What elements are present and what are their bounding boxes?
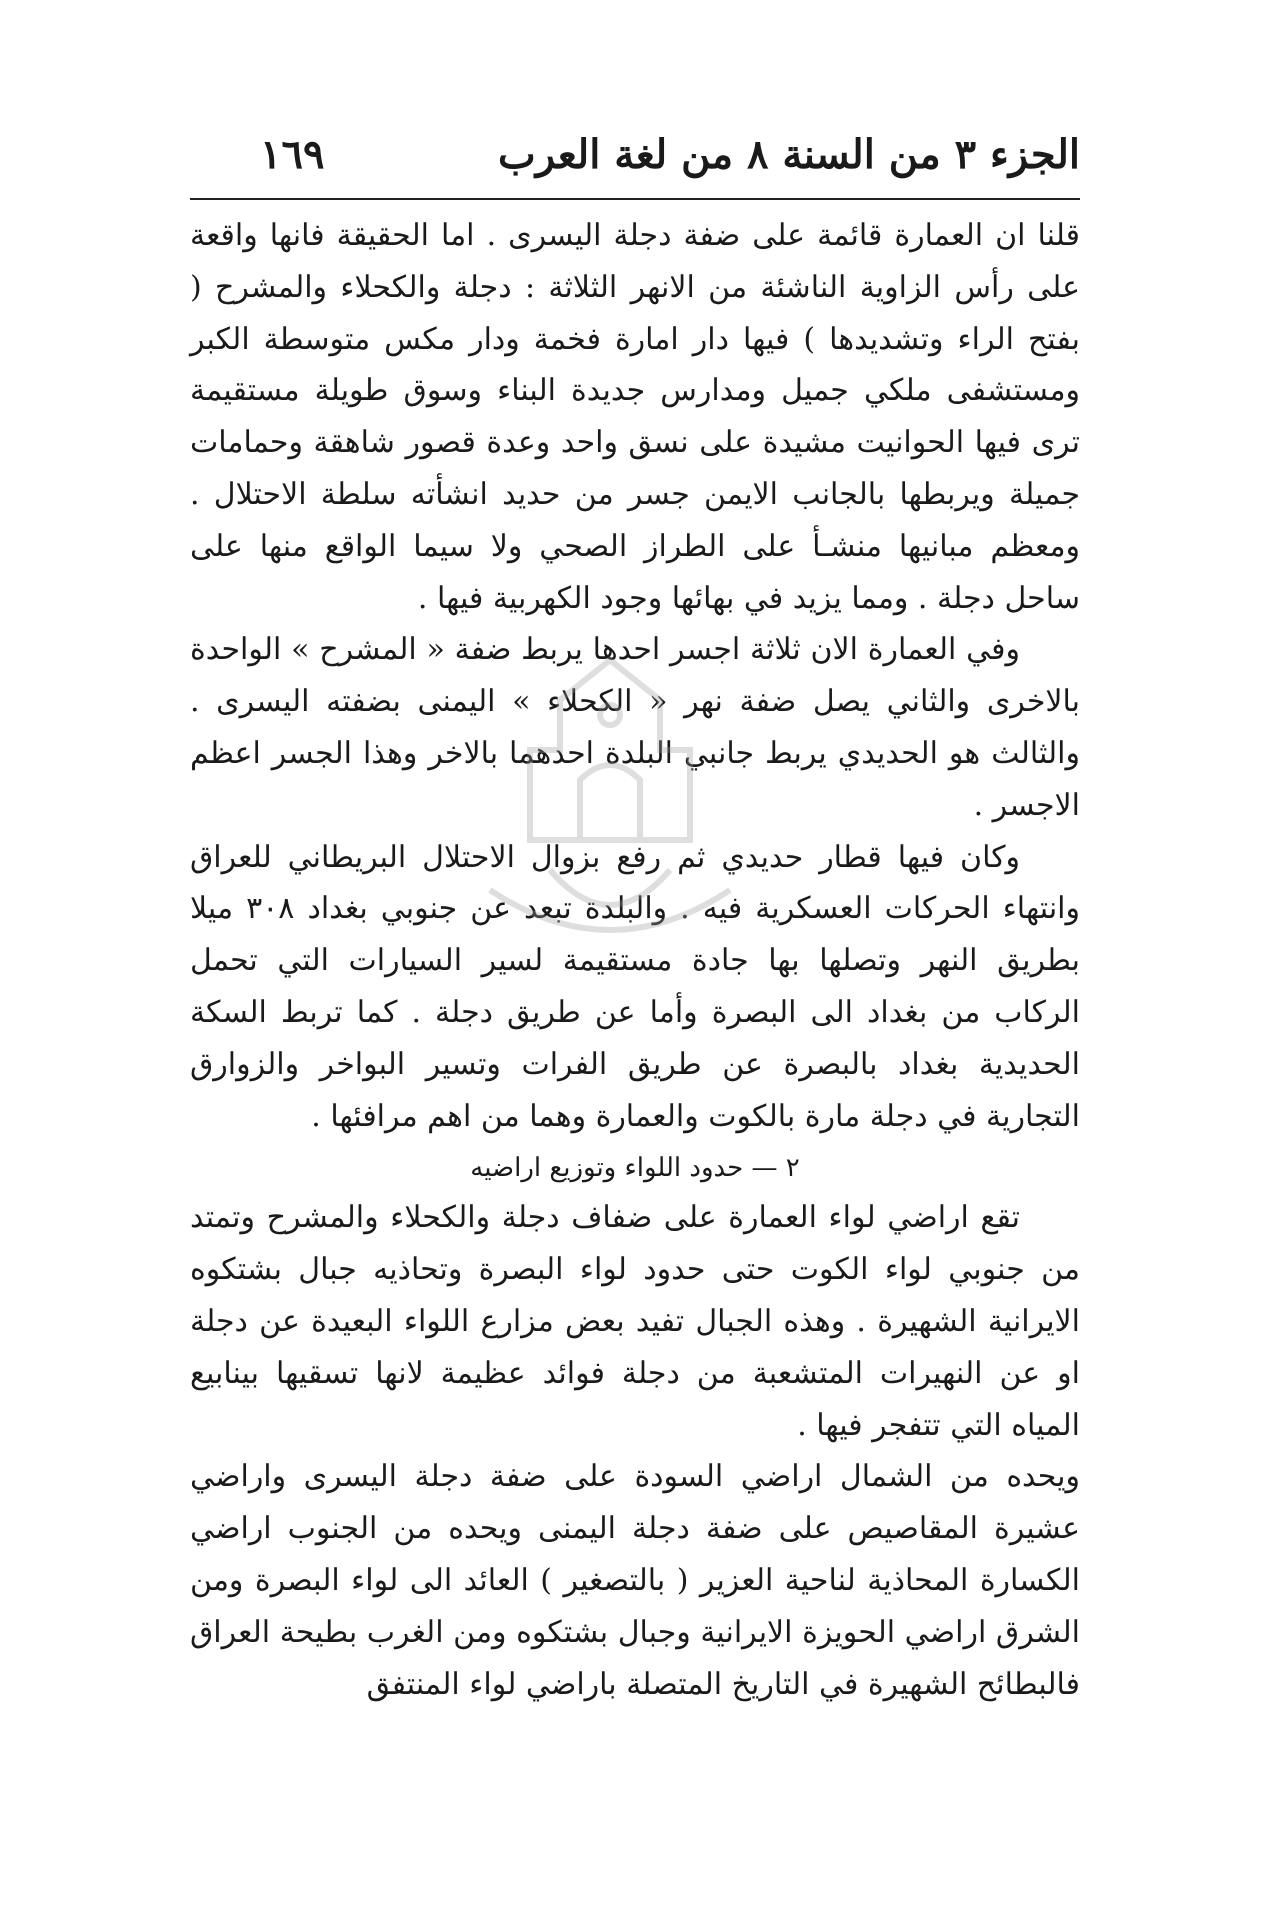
- paragraph: ويحده من الشمال اراضي السودة على ضفة دجلة اليسرى واراضي عشيرة المقاصيص على ضفة دجلة اليمنى ويحده من الجنوب اراضي الكسارة المحاذية لناحية العزير ( بالتصغير ) العائد الى لواء البصرة ومن الشرق اراضي الحويزة الايرانية وجبال بشتكوه ومن الغرب بطيحة العراق فالبطائح الشهيرة في التاريخ المتصلة باراضي لواء المنتفق: [190, 1459, 1080, 1702]
- paragraph: تقع اراضي لواء العمارة على ضفاف دجلة والكحلاء والمشرح وتمتد من جنوبي لواء الكوت حتى حدود لواء البصرة وتحاذيه جبال بشتكوه الايرانية الشهيرة . وهذه الجبال تفيد بعض مزارع اللواء البعيدة عن دجلة او عن النهيرات المتشعبة من دجلة فوائد عظيمة لانها تسقيها بينابيع المياه التي تتفجر فيها .: [190, 1200, 1080, 1443]
- header-title: الجزء ٣ من السنة ٨ من لغة العرب: [498, 131, 1080, 178]
- page-number: ١٦٩: [260, 131, 325, 178]
- header-rule: [190, 198, 1080, 200]
- document-page: [190, 120, 1080, 1710]
- paragraph: وكان فيها قطار حديدي ثم رفع بزوال الاحتلال البريطاني للعراق وانتهاء الحركات العسكرية فيه . والبلدة تبعد عن جنوبي بغداد ٣٠٨ ميلا بطريق النهر وتصلها بها جادة مستقيمة لسير السيارات التي تحمل الركاب من بغداد الى البصرة وأما عن طريق دجلة . كما تربط السكة الحديدية بغداد بالبصرة عن طريق الفرات وتسير البواخر والزوارق التجارية في دجلة مارة بالكوت والعمارة وهما من اهم مرافئها .: [190, 839, 1081, 1134]
- section-heading: ٢ — حدود اللواء وتوزيع اراضيه: [470, 1153, 800, 1184]
- paragraph: قلنا ان العمارة قائمة على ضفة دجلة اليسرى . اما الحقيقة فانها واقعة على رأس الزاوية الناشئة من الانهر الثلاثة : دجلة والكحلاء والمشرح ( بفتح الراء وتشديدها ) فيها دار امارة فخمة ودار مكس متوسطة الكبر ومستشفى ملكي جميل ومدارس جديدة البناء وسوق طويلة مستقيمة ترى فيها الحوانيت مشيدة على نسق واحد وعدة قصور شاهقة وحمامات جميلة ويربطها بالجانب الايمن جسر من حديد انشأته سلطة الاحتلال . ومعظم مبانيها منشـأ على الطراز الصحي ولا سيما الواقع منها على ساحل دجلة . ومما يزيد في بهائها وجود الكهربية فيها .: [190, 218, 1081, 616]
- running-header: [190, 120, 1080, 190]
- paragraph: وفي العمارة الان ثلاثة اجسر احدها يربط ضفة « المشرح » الواحدة بالاخرى والثاني يصل ضفة نهر « الكحلاء » اليمنى بضفته اليسرى . والثالث هو الحديدي يربط جانبي البلدة احدهما بالاخر وهذا الجسر اعظم الاجسر .: [190, 632, 1080, 823]
